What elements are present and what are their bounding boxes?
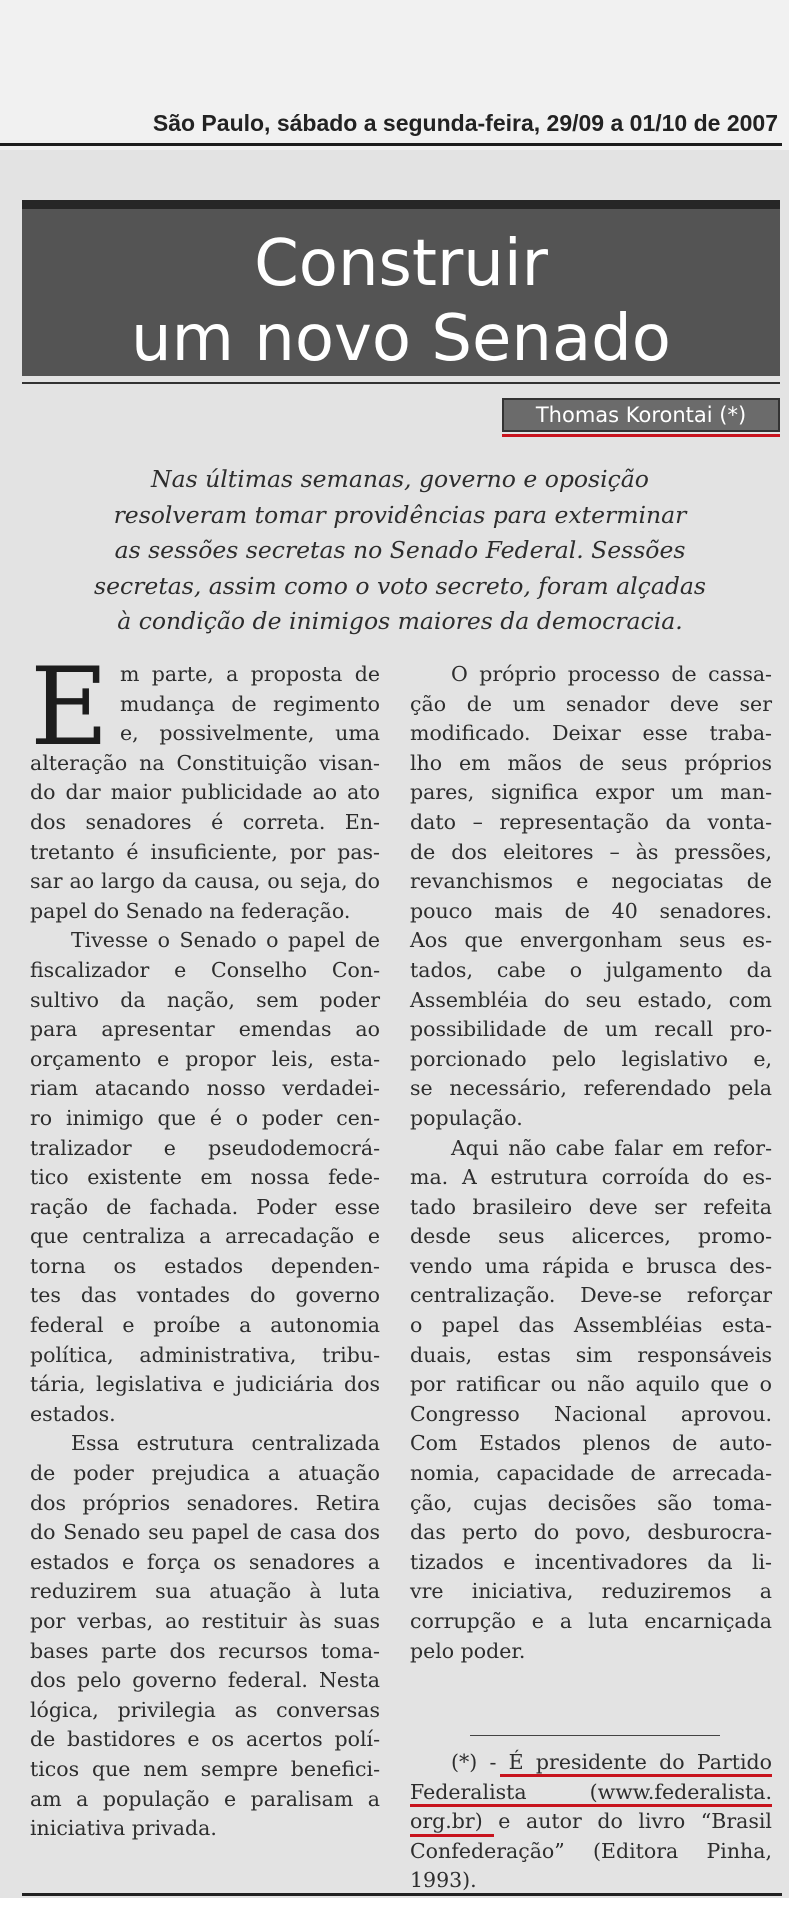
body-line: estados e força os senadores a — [30, 1549, 380, 1574]
body-line: bases parte dos recursos toma- — [30, 1638, 380, 1663]
footnote-line: org.br) e autor do livro “Brasil — [410, 1809, 772, 1834]
body-line: tária, legislativa e judiciária dos — [30, 1372, 380, 1397]
body-line: ção, cujas decisões são toma- — [410, 1490, 772, 1515]
body-line: dos senadores é correta. En- — [30, 809, 380, 834]
footnote-line: (*) - É presidente do Partido — [451, 1750, 772, 1774]
body-line: papel do Senado na federação. — [30, 898, 351, 923]
lead-line: secretas, assim como o voto secreto, foram alçadas — [94, 571, 706, 600]
body-line: do Senado seu papel de casa dos — [30, 1520, 380, 1545]
lead-line: à condição de inimigos maiores da democracia. — [117, 607, 683, 635]
body-line: política, administrativa, tribu- — [30, 1342, 380, 1367]
body-line: estados. — [30, 1401, 116, 1426]
body-line: riam atacando nosso verdadei- — [30, 1076, 380, 1101]
body-line: do dar maior publicidade ao ato — [30, 780, 380, 805]
body-line: vendo uma rápida e brusca des- — [410, 1253, 772, 1278]
byline-box — [502, 398, 780, 432]
author-footnote — [410, 1748, 772, 1896]
body-line: por verbas, ao restituir às suas — [30, 1609, 380, 1633]
body-line: revanchismos e negociatas de — [410, 869, 772, 894]
body-line: dos pelo governo federal. Nesta — [30, 1668, 380, 1693]
body-line: mudança de regimento — [120, 691, 380, 716]
page-bottom-margin — [0, 1898, 789, 1917]
body-line: sar ao largo da causa, ou seja, do — [30, 869, 380, 894]
body-line: federal e proíbe a autonomia — [30, 1313, 380, 1338]
body-line: e, possivelmente, uma — [120, 721, 380, 746]
body-line: pares, significa expor um man- — [410, 780, 772, 805]
body-line: fiscalizador e Conselho Con- — [30, 957, 380, 982]
body-line: tes das vontades do governo — [30, 1283, 380, 1308]
body-line: para apresentar emendas ao — [30, 1017, 380, 1042]
body-line: desde seus alicerces, promo- — [410, 1224, 772, 1249]
body-line: iniciativa privada. — [30, 1816, 217, 1841]
body-line: Aqui não cabe falar em refor- — [451, 1135, 772, 1160]
byline-red-underline — [502, 434, 780, 437]
body-column-left — [30, 645, 380, 1844]
body-line: centralização. Deve-se reforçar — [410, 1283, 772, 1308]
drop-cap: E — [30, 645, 109, 770]
body-line: Essa estrutura centralizada — [71, 1431, 380, 1456]
lead-paragraph — [30, 462, 770, 640]
lead-line: Nas últimas semanas, governo e oposição — [151, 465, 649, 493]
footnote-red-underline — [410, 1834, 494, 1837]
body-line: ração de fachada. Poder esse — [30, 1194, 380, 1219]
footnote-red-underline — [410, 1804, 772, 1807]
body-line: Aos que envergonham seus es- — [410, 928, 772, 953]
banner-rule — [22, 382, 780, 384]
body-line: ma. A estrutura corroída do es- — [410, 1165, 772, 1190]
body-line: lho em mãos de seus próprios — [410, 750, 772, 775]
body-line: das perto do povo, desburocra- — [410, 1520, 772, 1545]
body-line: nomia, capacidade de arrecada- — [410, 1461, 772, 1486]
body-line: ção de um senador deve ser — [410, 691, 772, 716]
body-line: alteração na Constituição visan- — [30, 750, 380, 775]
body-line: por ratificar ou não aquilo que o — [410, 1372, 772, 1397]
body-line: vre iniciativa, reduziremos a — [410, 1579, 772, 1604]
footnote-rule — [470, 1735, 720, 1736]
body-line: se necessário, referendado pela — [410, 1076, 772, 1101]
body-line: O próprio processo de cassa- — [451, 662, 772, 686]
body-line: Assembléia do seu estado, com — [410, 987, 772, 1012]
body-line: pouco mais de 40 senadores. — [410, 898, 772, 923]
body-line: tizados e incentivadores da li- — [410, 1549, 772, 1574]
body-column-right — [410, 660, 772, 1666]
body-line: população. — [410, 1105, 523, 1130]
body-line: tico existente em nossa fede- — [30, 1165, 380, 1190]
body-line: ro inimigo que é o poder cen- — [30, 1105, 380, 1130]
body-line: tralizador e pseudodemocrá- — [30, 1135, 380, 1160]
body-line: o papel das Assembléias esta- — [410, 1313, 772, 1338]
footnote-line: Federalista (www.federalista. — [410, 1779, 772, 1804]
body-line: corrupção e a luta encarniçada — [410, 1609, 772, 1633]
body-line: ticos que nem sempre benefici- — [30, 1756, 380, 1781]
dateline: São Paulo, sábado a segunda-feira, 29/09 a 01/10 de 2007 — [152, 110, 778, 136]
body-line: Congresso Nacional aprovou. — [410, 1401, 772, 1426]
body-line: tretanto é insuficiente, por pas- — [30, 839, 380, 864]
footnote-line: 1993). — [410, 1868, 477, 1893]
body-line: porcionado pelo legislativo e, — [410, 1046, 772, 1071]
body-line: dato – representação da vonta- — [410, 809, 772, 834]
body-line: de poder prejudica a atuação — [30, 1461, 380, 1486]
bottom-rule — [22, 1893, 782, 1896]
dateline-rule — [0, 143, 782, 146]
body-line: torna os estados dependen- — [30, 1253, 380, 1278]
body-line: de bastidores e os acertos polí- — [30, 1727, 380, 1752]
body-line: sultivo da nação, sem poder — [30, 987, 380, 1012]
lead-line: as sessões secretas no Senado Federal. Sessões — [114, 536, 686, 564]
body-line: am a população e paralisam a — [30, 1786, 380, 1811]
body-line: Com Estados plenos de auto- — [410, 1431, 772, 1456]
byline-author: Thomas Korontai (*) — [535, 403, 747, 427]
body-line: de dos eleitores – às pressões, — [410, 839, 772, 864]
body-line: orçamento e propor leis, esta- — [30, 1046, 380, 1071]
body-line: reduzirem sua atuação à luta — [30, 1579, 380, 1604]
body-line: m parte, a proposta de — [120, 662, 380, 686]
body-line: possibilidade de um recall pro- — [410, 1017, 772, 1042]
body-line: lógica, privilegia as conversas — [30, 1697, 380, 1722]
body-line: pelo poder. — [410, 1638, 526, 1663]
lead-line: resolveram tomar providências para exterminar — [113, 500, 687, 529]
footnote-red-underline — [500, 1774, 772, 1777]
body-line: que centraliza a arrecadação e — [30, 1224, 380, 1249]
body-line: dos próprios senadores. Retira — [30, 1490, 380, 1515]
body-line: Tivesse o Senado o papel de — [71, 928, 380, 953]
headline-line-2: um novo Senado — [131, 302, 671, 376]
body-line: tado brasileiro deve ser refeita — [410, 1194, 772, 1219]
footnote-line: Confederação” (Editora Pinha, — [410, 1838, 772, 1863]
title-banner — [22, 200, 780, 376]
body-line: tados, cabe o julgamento da — [410, 957, 772, 982]
body-line: modificado. Deixar esse traba- — [410, 721, 772, 746]
body-line: duais, estas sim responsáveis — [410, 1342, 772, 1367]
headline-line-1: Construir — [254, 227, 548, 301]
